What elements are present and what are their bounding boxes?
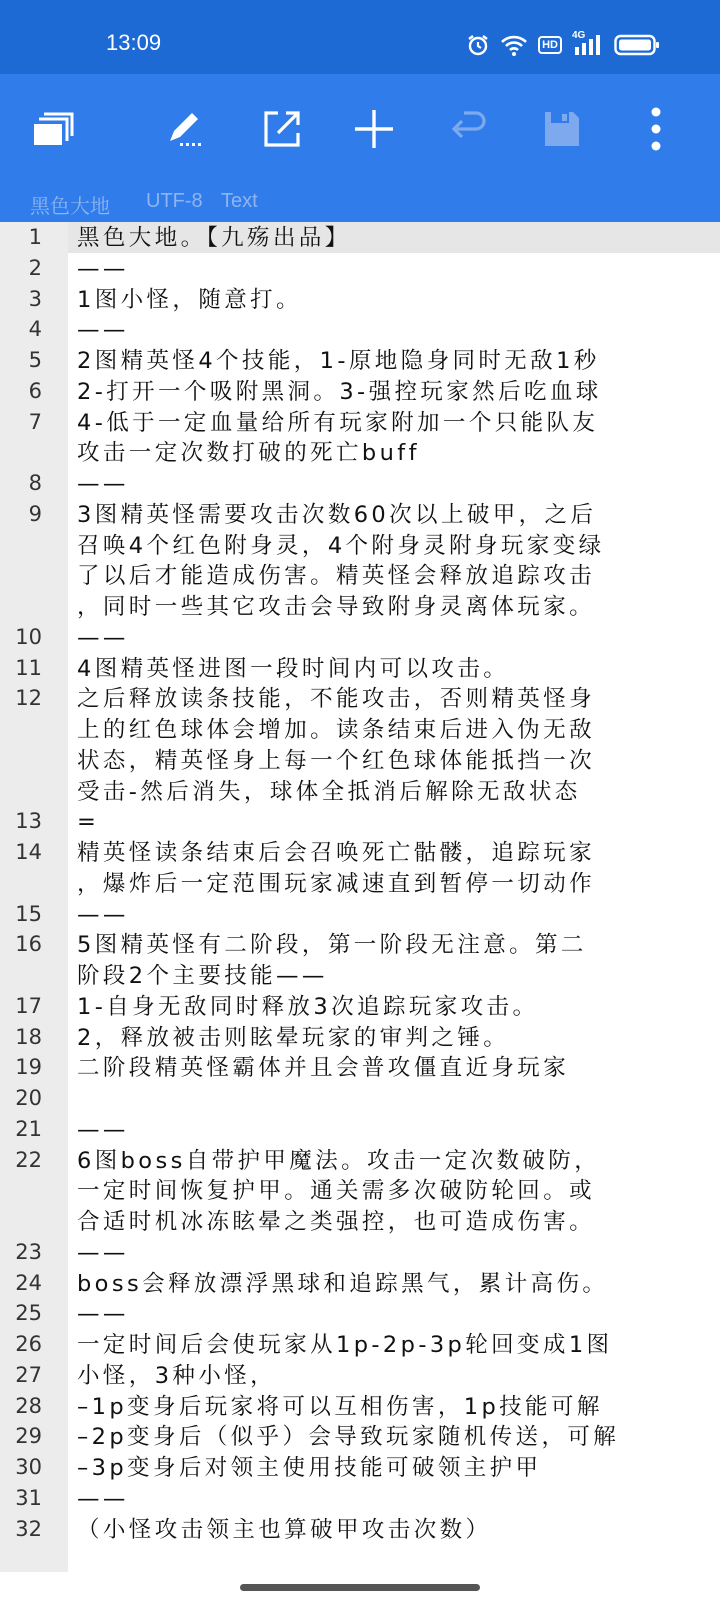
editor-text-line[interactable]: —— xyxy=(77,471,129,497)
editor-text-line[interactable]: 一定时间后会使玩家从1p-2p-3p轮回变成1图 xyxy=(77,1332,613,1358)
home-indicator[interactable] xyxy=(240,1584,480,1591)
editor-text-line[interactable]: （小怪攻击领主也算破甲攻击次数） xyxy=(77,1516,492,1543)
line-number: 2 xyxy=(28,255,42,280)
line-number: 10 xyxy=(15,624,42,649)
editor-text-line[interactable]: 4图精英怪进图一段时间内可以攻击。 xyxy=(77,655,510,682)
line-number: 1 xyxy=(28,225,42,249)
line-number: 6 xyxy=(28,378,42,403)
editor-text-line[interactable]: 受击-然后消失，球体全抵消后解除无敌状态 xyxy=(77,778,581,805)
editor-text-line[interactable]: 了以后才能造成伤害。精英怪会释放追踪攻击 xyxy=(77,563,596,590)
line-number: 12 xyxy=(15,686,42,711)
share-icon xyxy=(262,109,302,149)
tabs-icon xyxy=(32,111,76,147)
editor-text-line[interactable]: 4-低于一定血量给所有玩家附加一个只能队友 xyxy=(77,409,599,436)
undo-icon xyxy=(446,111,490,147)
editor-text-line[interactable]: 5图精英怪有二阶段，第一阶段无注意。第二 xyxy=(77,932,587,959)
line-number: 29 xyxy=(15,1424,42,1449)
editor-text-line[interactable]: 小怪，3种小怪， xyxy=(77,1362,277,1389)
line-number: 20 xyxy=(15,1086,42,1110)
line-number: 31 xyxy=(15,1485,42,1510)
editor-text-line[interactable]: –2p变身后（似乎）会导致玩家随机传送，可解 xyxy=(77,1424,620,1451)
edit-button[interactable] xyxy=(156,99,216,159)
editor-text-line[interactable]: 黑色大地。【九殇出品】 xyxy=(77,225,351,251)
editor-text-line[interactable]: —— xyxy=(77,901,129,928)
line-number: 18 xyxy=(15,1024,42,1049)
editor-text-line[interactable]: 攻击一定次数打破的死亡buff xyxy=(77,440,420,467)
toolbar xyxy=(0,74,720,184)
editor-text-line[interactable]: 上的红色球体会增加。读条结束后进入伪无敌 xyxy=(77,717,596,743)
editor-text-line[interactable]: boss会释放漂浮黑球和追踪黑气，累计高伤。 xyxy=(77,1270,609,1297)
editor-text-line[interactable]: ，爆炸后一定范围玩家减速直到暂停一切动作 xyxy=(77,870,596,897)
line-number: 27 xyxy=(15,1362,42,1387)
text-editor[interactable] xyxy=(0,222,720,1572)
line-number: 5 xyxy=(28,348,42,372)
line-number: 17 xyxy=(15,993,42,1018)
line-number: 16 xyxy=(15,932,42,957)
editor-text-line[interactable]: —— xyxy=(77,1116,129,1143)
editor-text-line[interactable]: —— xyxy=(77,624,129,651)
line-number: 24 xyxy=(15,1270,42,1295)
editor-text-line[interactable]: 6图boss自带护甲魔法。攻击一定次数破防， xyxy=(77,1147,601,1174)
editor-text-line[interactable]: 合适时机冰冻眩晕之类强控，也可造成伤害。 xyxy=(77,1209,596,1235)
more-button[interactable] xyxy=(626,99,686,159)
edit-icon xyxy=(164,109,208,149)
editor-text-line[interactable]: –3p变身后对领主使用技能可破领主护甲 xyxy=(77,1455,542,1481)
editor-text-line[interactable]: 精英怪读条结束后会召唤死亡骷髅，追踪玩家 xyxy=(77,840,596,866)
line-number: 28 xyxy=(15,1393,42,1418)
line-number: 4 xyxy=(28,317,42,342)
line-number: 3 xyxy=(28,286,42,311)
editor-text-line[interactable]: 状态，精英怪身上每一个红色球体能抵挡一次 xyxy=(77,747,596,774)
save-icon xyxy=(542,109,582,149)
file-encoding: UTF-8 xyxy=(146,190,203,212)
4g-signal-icon xyxy=(572,30,604,57)
line-number: 13 xyxy=(15,809,42,834)
editor-text-line[interactable]: 二阶段精英怪霸体并且会普攻僵直近身玩家 xyxy=(77,1055,570,1082)
editor-text-line[interactable]: 3图精英怪需要攻击次数60次以上破甲，之后 xyxy=(77,501,597,528)
editor-text-line[interactable]: 1-自身无敌同时释放3次追踪玩家攻击。 xyxy=(77,993,539,1020)
editor-text-line[interactable]: 2图精英怪4个技能，1-原地隐身同时无敌1秒 xyxy=(77,348,600,374)
network-label: 4G xyxy=(572,30,586,41)
line-number: 9 xyxy=(28,501,42,526)
editor-text-line[interactable]: —— xyxy=(77,1301,129,1328)
line-number: 15 xyxy=(15,901,42,926)
editor-text-line[interactable]: –1p变身后玩家将可以互相伤害，1p技能可解 xyxy=(77,1393,603,1420)
file-name: 黑色大地 xyxy=(30,196,110,218)
hd-icon: HD xyxy=(538,36,562,54)
battery-icon xyxy=(614,33,660,57)
editor-text-line[interactable]: —— xyxy=(77,1485,129,1512)
editor-text-line[interactable]: 阶段2个主要技能—— xyxy=(77,963,328,989)
editor-text-line[interactable]: —— xyxy=(77,1239,129,1266)
editor-text-line[interactable]: ，同时一些其它攻击会导致附身灵离体玩家。 xyxy=(77,594,596,620)
line-number: 30 xyxy=(15,1455,42,1479)
editor-text-line[interactable]: 召唤4个红色附身灵，4个附身灵附身玩家变绿 xyxy=(77,532,605,559)
line-number: 23 xyxy=(15,1239,42,1264)
line-number: 14 xyxy=(15,840,42,864)
tabs-button[interactable] xyxy=(24,99,84,159)
editor-text-line[interactable]: = xyxy=(77,809,100,836)
editor-text-line[interactable]: 2，释放被击则眩晕玩家的审判之锤。 xyxy=(77,1024,510,1051)
share-button[interactable] xyxy=(252,99,312,159)
file-info-bar xyxy=(0,184,720,222)
line-number: 19 xyxy=(15,1055,42,1080)
line-number: 22 xyxy=(15,1147,42,1172)
editor-text-line[interactable]: 一定时间恢复护甲。通关需多次破防轮回。或 xyxy=(77,1178,596,1205)
add-icon xyxy=(353,108,395,150)
editor-text-line[interactable]: —— xyxy=(77,317,129,344)
line-number: 7 xyxy=(28,409,42,434)
editor-text-line[interactable]: 1图小怪，随意打。 xyxy=(77,286,302,313)
add-button[interactable] xyxy=(344,99,404,159)
line-number: 26 xyxy=(15,1332,42,1356)
status-time: 13:09 xyxy=(106,30,162,55)
wifi-icon xyxy=(500,33,528,57)
editor-text-line[interactable]: 之后释放读条技能，不能攻击，否则精英怪身 xyxy=(77,686,596,713)
line-number: 8 xyxy=(28,471,42,495)
line-number: 25 xyxy=(15,1301,42,1326)
file-type: Text xyxy=(221,190,258,212)
undo-button[interactable] xyxy=(438,99,498,159)
editor-text-line[interactable]: —— xyxy=(77,255,129,282)
line-number: 32 xyxy=(15,1516,42,1541)
more-vertical-icon xyxy=(650,107,662,151)
editor-text-line[interactable]: 2-打开一个吸附黑洞。3-强控玩家然后吃血球 xyxy=(77,378,602,405)
status-icons xyxy=(466,32,660,58)
alarm-icon xyxy=(466,33,490,57)
line-number: 21 xyxy=(15,1116,42,1141)
line-number: 11 xyxy=(15,655,42,680)
status-bar xyxy=(0,0,720,74)
save-button[interactable] xyxy=(532,99,592,159)
